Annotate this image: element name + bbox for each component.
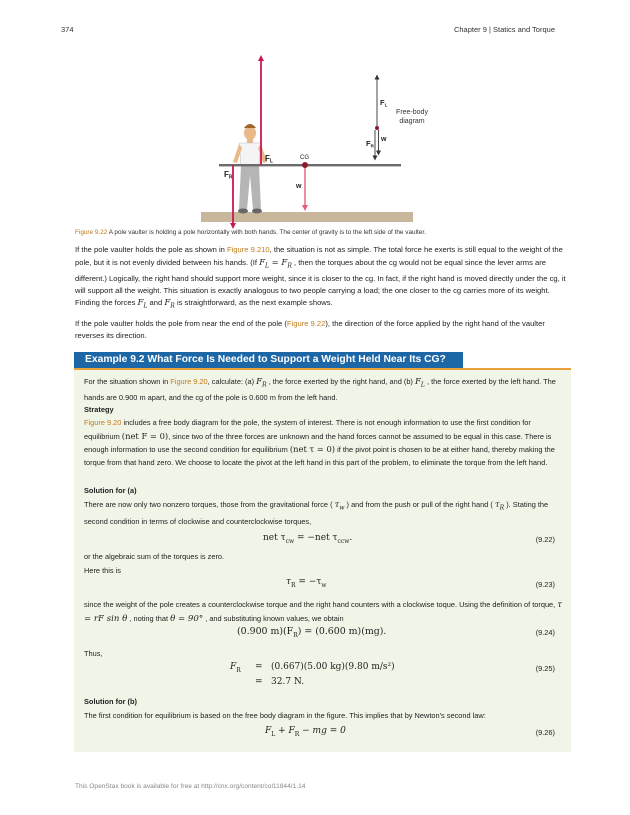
after-eq-9-22: or the algebraic sum of the torques is zero. [84,552,225,561]
strategy-heading: Strategy [84,405,114,414]
equation-number-9-26: (9.26) [535,728,555,737]
p1-text-4: and [147,297,165,307]
label-w: w [296,183,302,190]
solution-b-text: The first condition for equilibrium is based on the free body diagram in the figure. This implies that by Newton's second law: [84,711,486,720]
solution-a-heading: Solution for (a) [84,486,137,495]
example-intro [84,376,564,404]
sol-a-text-2: ) and from the push or pull of the right hand ( [344,500,495,509]
strategy-text-2: , since two of the three forces are unknown and the hand forces cannot be assumed to be equal in this case. There is enough information to use the second condition for equilibrium [84,431,552,455]
intro-text-4: , the force exerted by the left hand. The hands are 0.900 m apart, and the cg of the pole is 0.600 m from the left hand. [84,377,556,402]
fbd-label-fr: $F_R$ [366,139,374,149]
after-eq-9-23 [84,598,564,626]
equation-number-9-22: (9.22) [535,535,555,544]
label-cg: CG [300,155,309,161]
p1-text-5: is straightforward, as the next example shows. [174,297,333,307]
equation-9-24: (0.900 $m)(F_R) = (0.600$ m)(mg). [237,626,387,639]
here-this-is: Here this is [84,566,121,575]
free-body-diagram [366,77,428,158]
equation-9-25-line2: 32.7 N. [271,677,305,687]
equation-number-9-23: (9.23) [535,580,555,589]
equation-9-23: $\tau_R = -\tau_w$ [286,577,327,589]
strategy-text-3: if the pivot point is chosen to be at either hand, thereby making the torque from that hand zero. We choose to locate the pivot at the left hand in this part of the problem, to eliminate the torque from the left hand. [84,445,555,467]
p1-math-fr: $F_R$ [281,258,292,270]
p1-math-fl2: $F_L$ [137,297,148,310]
p1-text-1: If the pole vaulter holds the pole as shown in [75,245,227,254]
paragraph-1 [75,244,567,312]
fbd-label-fl: $F_L$ [380,98,388,108]
equation-number-9-24: (9.24) [535,628,555,637]
after-923-text-2: , noting that [127,614,171,623]
caption-text: A pole vaulter is holding a pole horizontally with both hands. The center of gravity is to the left side of the vaulter. [107,229,426,236]
equation-number-9-25: (9.25) [535,664,555,673]
fbd-title-2: diagram [399,118,425,125]
intro-text-3: , the force exerted by the right hand, and (b) [266,377,415,386]
pole [219,164,401,166]
footer-note: This OpenStax book is available for free at http://cnx.org/content/col11844/1.14 [75,783,306,790]
after-923-text-3: , and substituting known values, we obtain [203,614,344,623]
sol-a-tau-r: $\tau_R$ [494,500,505,512]
strategy-text-1: includes a free body diagram for the pole, the system of interest. There is not enough information to use the first condition for equilibrium [84,418,531,441]
p2-figure-link[interactable]: Figure 9.22 [286,319,326,328]
caption-figure-ref[interactable]: Figure 9.22 [75,229,108,236]
sol-a-text-1: There are now only two nonzero torques, those from the gravitational force ( [84,500,335,509]
equation-9-25-lhs: $F_R$ [230,662,241,674]
equation-9-25-line1: (0.667)(5.00 kg)(9.80 m/s²) [271,662,395,672]
example-title: Example 9.2 What Force Is Needed to Support a Weight Held Near Its CG? [74,352,463,368]
figure-9-22 [195,50,435,230]
label-fr: FR [224,170,233,181]
strategy-math-1: (net F = 0) [121,430,169,441]
p1-math-eq: = [269,257,282,267]
thus-label: Thus, [84,649,103,658]
pole-vaulter-diagram [195,50,435,230]
p1-math-fl: $F_L$ [259,258,270,270]
intro-figure-link[interactable]: Figure 9.20 [170,377,208,386]
page-number: 374 [61,25,74,34]
equation-9-26: $F_L + F_R$ − mg = 0 [265,726,346,738]
fbd-label-w: w [381,136,387,143]
paragraph-2 [75,318,567,342]
fbd-title-1: Free-body [396,109,428,116]
figure-caption [75,229,565,236]
sol-a-tau-w: $\tau_w$ [334,500,345,512]
p1-math-fr2: $F_R$ [164,297,175,310]
p2-text-2: ), the direction of the force applied by the right hand of the vaulter reverses its direction. [75,319,545,340]
equation-9-25-eq2: = [255,677,263,687]
sol-a-text-3: ). Stating the second condition in terms of clockwise and counterclockwise torques, [84,500,549,526]
strategy-text [84,417,564,469]
fbd-cg-dot [375,126,379,130]
label-fl: FL [265,154,273,165]
theta-math: θ = 90° [170,614,204,624]
solution-b-heading: Solution for (b) [84,697,137,706]
p1-figure-link[interactable]: Figure 9.210 [226,245,270,254]
solution-a-text [84,498,564,528]
strategy-figure-link[interactable]: Figure 9.20 [84,418,122,427]
torque-definition-math: τ = rF sin θ [84,600,563,624]
intro-math-fl: $F_L$ [414,377,425,389]
strategy-math-2: (net τ = 0) [289,444,336,455]
cg-dot [302,162,308,168]
intro-math-fr: $F_R$ [256,377,267,389]
equation-9-22: net $\tau_{cw} = -net$ $\tau_{ccw}$. [263,533,353,545]
p1-text-2: , the situation is not as simple. The total force he exerts is still equal to the weight of the pole, but it is not evenly divided between his hands. (If [75,245,563,267]
intro-text-1: For the situation shown in [84,377,171,386]
p2-text-1: If the pole vaulter holds the pole from near the end of the pole ( [75,319,287,328]
after-923-text-1: since the weight of the pole creates a counterclockwise torque and the right hand counters with a clockwise toque. Using the definition of torque, [84,600,558,609]
chapter-title: Chapter 9 | Statics and Torque [453,25,555,34]
intro-text-2: , calculate: (a) [207,377,257,386]
p1-text-3: , then the torques about the cg would not be equal since the lever arms are different.) Logically, the right hand should support more weight, since it is closer to the cg. In fact, if the right hand is moved directly under the cg, it will support all the weight. This situation is exactly analogous to two people carrying a load; the one closer to the cg carries more of its weight. Finding the forces [75,258,566,307]
equation-9-25-eq1: = [255,662,263,672]
